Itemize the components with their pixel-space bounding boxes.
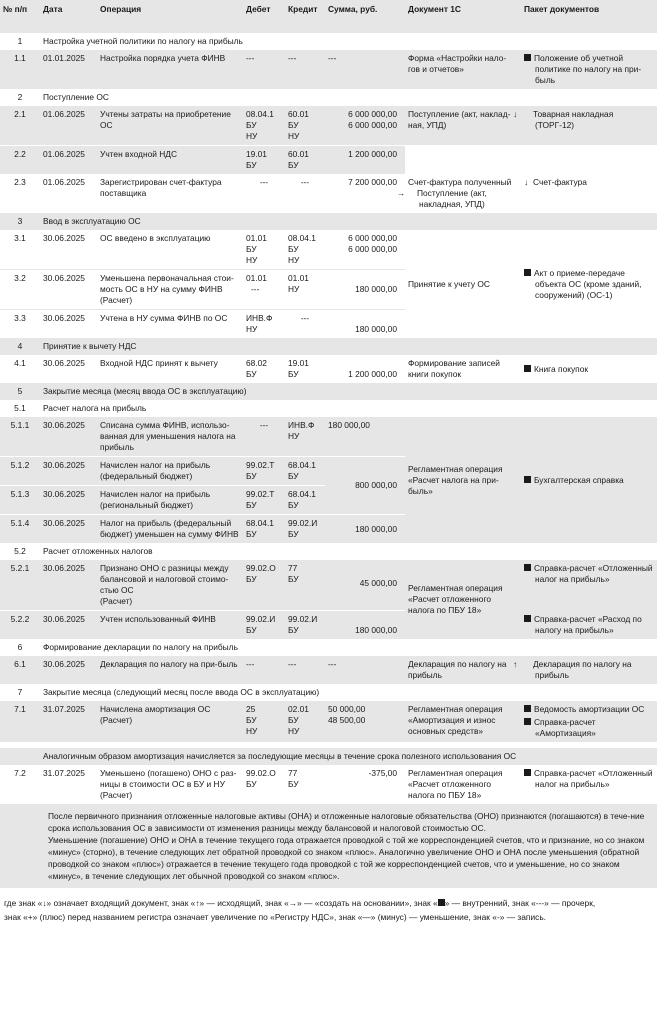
- row-sum: 6 000 000,00 6 000 000,00: [325, 106, 405, 146]
- row-credit: ---: [285, 310, 325, 339]
- row-credit: ---: [285, 174, 325, 213]
- section-num: 5.1: [0, 400, 40, 417]
- header-doc: Документ 1С: [405, 0, 521, 33]
- row-doc: Формирование записей книги покупок: [405, 355, 521, 383]
- row-num: 3.3: [0, 310, 40, 339]
- section-title: Ввод в эксплуатацию ОС: [40, 213, 657, 230]
- row-credit: 60.01 БУ НУ: [285, 106, 325, 146]
- row-operation: Учтены затраты на приобретение ОС: [97, 106, 243, 146]
- row-date: 30.06.2025: [40, 611, 97, 640]
- row-doc: Регламентная операция «Расчет отложенного налога по ПБУ 18»: [405, 765, 521, 804]
- row-package: Справка-расчет «Отложенный налог на прибыль»: [521, 560, 657, 611]
- incoming-doc-icon: ↓: [524, 177, 529, 187]
- section-title: Закрытие месяца (месяц ввода ОС в эксплуатацию): [40, 383, 657, 400]
- section-title: Настройка учетной политики по налогу на прибыль: [40, 33, 657, 50]
- row-num: 7.2: [0, 765, 40, 804]
- row-operation: Учтена в НУ сумма ФИНВ по ОС: [97, 310, 243, 339]
- row-credit: 99.02.И БУ: [285, 611, 325, 640]
- table-row: [0, 355, 657, 383]
- row-date: 01.01.2025: [40, 50, 97, 89]
- row-date: 01.06.2025: [40, 146, 97, 175]
- row-num: 2.3: [0, 174, 40, 213]
- row-date: 30.06.2025: [40, 417, 97, 457]
- internal-doc-icon: [524, 718, 531, 725]
- row-credit: 60.01 БУ: [285, 146, 325, 175]
- section-num: 5: [0, 383, 40, 400]
- row-operation: Уменьшено (погашено) ОНО с раз-ницы в стоимости ОС в БУ и НУ (Расчет): [97, 765, 243, 804]
- row-doc: Регламентная операция «Амортизация и износ основных средств»: [405, 701, 521, 742]
- row-operation: Декларация по налогу на при-быль: [97, 656, 243, 684]
- row-sum: ---: [325, 50, 405, 89]
- row-operation: Начислена амортизация ОС (Расчет): [97, 701, 243, 742]
- row-num: 3.1: [0, 230, 40, 270]
- section-num: 4: [0, 338, 40, 355]
- row-date: 30.06.2025: [40, 457, 97, 486]
- section-num: 1: [0, 33, 40, 50]
- explanation-row: [0, 804, 657, 888]
- row-credit: 68.04.1 БУ: [285, 486, 325, 515]
- row-num: 1.1: [0, 50, 40, 89]
- explanation-note: [0, 804, 657, 888]
- header-debit: Дебет: [243, 0, 285, 33]
- legend-line: где знак «↓» означает входящий документ, знак «↑» — исходящий, знак «→» — «создать на основании», знак « » — внутренний, знак «---» — прочерк,: [4, 898, 596, 908]
- row-num: 3.2: [0, 270, 40, 310]
- row-package: Справка-расчет «Отложенный налог на прибыль»: [521, 765, 657, 804]
- table-row: [0, 560, 657, 611]
- row-date: 30.06.2025: [40, 656, 97, 684]
- internal-doc-icon: [524, 54, 531, 61]
- section-row: [0, 338, 657, 355]
- row-doc: Принятие к учету ОС: [405, 230, 521, 338]
- row-sum: 180 000,00: [325, 417, 405, 457]
- table-row: [0, 701, 657, 742]
- row-operation: Учтен входной НДС: [97, 146, 243, 175]
- row-date: 30.06.2025: [40, 355, 97, 383]
- row-package: Книга покупок: [521, 355, 657, 383]
- row-operation: Списана сумма ФИНВ, использо-ванная для уменьшения налога на прибыль: [97, 417, 243, 457]
- row-operation: Учтен использованный ФИНВ: [97, 611, 243, 640]
- row-package: Бухгалтерская справка: [521, 417, 657, 543]
- table-row: [0, 230, 657, 270]
- row-date: 31.07.2025: [40, 765, 97, 804]
- section-row: [0, 639, 657, 656]
- row-credit: 02.01 БУ НУ: [285, 701, 325, 742]
- header-operation: Операция: [97, 0, 243, 33]
- row-debit: 19.01 БУ: [243, 146, 285, 175]
- row-package: Ведомость амортизации ОС Справка-расчет «Амортизация»: [521, 701, 657, 742]
- header-package: Пакет документов: [521, 0, 657, 33]
- internal-doc-icon: [524, 365, 531, 372]
- section-title: Расчет отложенных налогов: [40, 543, 657, 560]
- row-num: 5.1.4: [0, 515, 40, 544]
- row-doc: Регламентная операция «Расчет отложенного налога по ПБУ 18»: [405, 560, 521, 639]
- row-operation: Входной НДС принят к вычету: [97, 355, 243, 383]
- row-date: 30.06.2025: [40, 230, 97, 270]
- row-operation: Уменьшена первоначальная стои-мость ОС в НУ на сумму ФИНВ (Расчет): [97, 270, 243, 310]
- row-debit: 68.04.1 БУ: [243, 515, 285, 544]
- section-num: 2: [0, 89, 40, 106]
- internal-doc-icon: [524, 564, 531, 571]
- note-row: [0, 748, 657, 765]
- section-num: 7: [0, 684, 40, 701]
- row-debit: 99.02.О БУ: [243, 765, 285, 804]
- row-sum: 800 000,00: [325, 457, 405, 515]
- internal-doc-icon: [438, 899, 445, 906]
- row-credit: 19.01 БУ: [285, 355, 325, 383]
- header-credit: Кредит: [285, 0, 325, 33]
- section-title: Принятие к вычету НДС: [40, 338, 657, 355]
- package-label: Положение об учетной политике по налогу на при-быль: [534, 53, 642, 85]
- row-package: Акт о приеме-передаче объекта ОС (кроме зданий, сооружений) (ОС-1): [521, 230, 657, 338]
- subsection-row: [0, 543, 657, 560]
- table-row: [0, 50, 657, 89]
- row-debit: ---: [243, 174, 285, 213]
- subsection-row: [0, 400, 657, 417]
- row-operation: Настройка порядка учета ФИНВ: [97, 50, 243, 89]
- row-date: 30.06.2025: [40, 560, 97, 611]
- row-credit: 68.04.1 БУ: [285, 457, 325, 486]
- row-date: 01.06.2025: [40, 174, 97, 213]
- row-date: 31.07.2025: [40, 701, 97, 742]
- row-debit: ИНВ.Ф НУ: [243, 310, 285, 339]
- row-sum: 180 000,00: [325, 611, 405, 640]
- row-operation: Начислен налог на прибыль (региональный бюджет): [97, 486, 243, 515]
- row-doc: Декларация по налогу на прибыль: [405, 656, 521, 684]
- row-credit: ---: [285, 656, 325, 684]
- table-row: [0, 146, 657, 175]
- table-row: [0, 611, 657, 640]
- section-title: Расчет налога на прибыль: [40, 400, 657, 417]
- internal-doc-icon: [524, 476, 531, 483]
- internal-doc-icon: [524, 269, 531, 276]
- table-row: [0, 656, 657, 684]
- row-package: ↓ Счет-фактура: [521, 174, 657, 213]
- row-num: 6.1: [0, 656, 40, 684]
- row-package: [521, 50, 657, 89]
- row-package: ↓ Товарная накладная (ТОРГ-12): [521, 106, 657, 146]
- row-credit: 77 БУ: [285, 765, 325, 804]
- create-based-icon: →: [397, 188, 406, 198]
- row-operation: Зарегистрирован счет-фактура поставщика: [97, 174, 243, 213]
- table-row: [0, 417, 657, 457]
- row-debit: ---: [243, 417, 285, 457]
- row-sum: 6 000 000,00 6 000 000,00: [325, 230, 405, 270]
- row-num: 5.1.2: [0, 457, 40, 486]
- row-sum: 180 000,00: [325, 270, 405, 310]
- outgoing-doc-icon: ↑: [513, 659, 518, 669]
- row-num: 2.2: [0, 146, 40, 175]
- row-sum: 1 200 000,00: [325, 355, 405, 383]
- section-row: [0, 33, 657, 50]
- row-sum: 180 000,00: [325, 515, 405, 544]
- row-package: [521, 146, 657, 175]
- row-date: 30.06.2025: [40, 310, 97, 339]
- row-num: 5.1.3: [0, 486, 40, 515]
- incoming-doc-icon: ↓: [513, 109, 518, 119]
- row-sum: 50 000,00 48 500,00: [325, 701, 405, 742]
- section-row: [0, 213, 657, 230]
- row-date: 30.06.2025: [40, 486, 97, 515]
- row-credit: ---: [285, 50, 325, 89]
- row-sum: -375,00: [325, 765, 405, 804]
- legend: [0, 888, 657, 924]
- row-debit: ---: [243, 50, 285, 89]
- row-package: ↑ Декларация по налогу на прибыль: [521, 656, 657, 684]
- row-debit: 25 БУ НУ: [243, 701, 285, 742]
- section-row: [0, 89, 657, 106]
- header-num: № п/п: [0, 0, 40, 33]
- row-debit: 99.02.О БУ: [243, 560, 285, 611]
- row-credit: ИНВ.Ф НУ: [285, 417, 325, 457]
- section-num: 5.2: [0, 543, 40, 560]
- row-doc: Счет-фактура полученный → Поступление (акт, накладная, УПД): [405, 174, 521, 213]
- table-row: [0, 174, 657, 213]
- table-row: [0, 765, 657, 804]
- row-operation: ОС введено в эксплуатацию: [97, 230, 243, 270]
- row-package: Справка-расчет «Расход по налогу на прибыль»: [521, 611, 657, 640]
- row-doc: Регламентная операция «Расчет налога на при-быль»: [405, 417, 521, 543]
- row-sum: 45 000,00: [325, 560, 405, 611]
- row-debit: 08.04.1 БУ НУ: [243, 106, 285, 146]
- note-paragraph: Уменьшение (погашение) ОНО и ОНА в течение текущего года отражается проводкой с той же корреспонденцией счетов, что и признание, но со знаком «минус» (сторно), в течение следующих лет обратной проводкой со знаком «плюс». Аналогично увеличение ОНО и ОНА после уменьшения (обратной проводкой со знаком «плюс») отражается в течение текущего года проводкой с той же корреспонденцией счетов, что и уменьшение, но со знаком «минус», в течение следующих лет обычной проводкой со знаком «плюс».: [48, 835, 645, 881]
- row-credit: 77 БУ: [285, 560, 325, 611]
- section-row: [0, 684, 657, 701]
- internal-doc-icon: [524, 705, 531, 712]
- row-debit: 99.02.И БУ: [243, 611, 285, 640]
- table-header: [0, 0, 657, 33]
- section-title: Поступление ОС: [40, 89, 657, 106]
- row-operation: Налог на прибыль (федеральный бюджет) уменьшен на сумму ФИНВ: [97, 515, 243, 544]
- internal-doc-icon: [524, 615, 531, 622]
- row-num: 7.1: [0, 701, 40, 742]
- row-credit: 08.04.1 БУ НУ: [285, 230, 325, 270]
- section-row: [0, 383, 657, 400]
- row-num: 4.1: [0, 355, 40, 383]
- row-debit: 99.02.Т БУ: [243, 486, 285, 515]
- row-debit: 01.01 ---: [243, 270, 285, 310]
- row-sum: ---: [325, 656, 405, 684]
- row-credit: 99.02.И БУ: [285, 515, 325, 544]
- section-title: Закрытие месяца (следующий месяц после ввода ОС в эксплуатацию): [40, 684, 657, 701]
- table-row: [0, 106, 657, 146]
- header-date: Дата: [40, 0, 97, 33]
- row-doc: Форма «Настройки нало-гов и отчетов»: [405, 50, 521, 89]
- internal-doc-icon: [524, 769, 531, 776]
- row-sum: 1 200 000,00: [325, 146, 405, 175]
- row-num: 2.1: [0, 106, 40, 146]
- section-title: Формирование декларации по налогу на прибыль: [40, 639, 657, 656]
- row-num: 5.1.1: [0, 417, 40, 457]
- section-num: 3: [0, 213, 40, 230]
- note-paragraph: После первичного признания отложенные налоговые активы (ОНА) и отложенные налоговые обязательства (ОНО) признаются (погашаются) в тече-ние срока использования ОС в зависимости от изменения разницы между балансовой и налоговой стоимостью ОС.: [48, 811, 645, 833]
- row-num: 5.2.2: [0, 611, 40, 640]
- row-debit: 01.01 БУ НУ: [243, 230, 285, 270]
- row-sum: 180 000,00: [325, 310, 405, 339]
- header-sum: Сумма, руб.: [325, 0, 405, 33]
- note-row-text: Аналогичным образом амортизация начисляется за последующие месяцы в течение срока полезного использования ОС: [40, 748, 657, 765]
- row-operation: Начислен налог на прибыль (федеральный бюджет): [97, 457, 243, 486]
- legend-line: знак «+» (плюс) перед названием регистра означает увеличение по «Регистру НДС», знак «—» (минус) — уменьшение, знак «-» — запись.: [4, 912, 547, 922]
- section-num: 6: [0, 639, 40, 656]
- row-date: 30.06.2025: [40, 515, 97, 544]
- row-debit: 68.02 БУ: [243, 355, 285, 383]
- row-debit: ---: [243, 656, 285, 684]
- row-num: 5.2.1: [0, 560, 40, 611]
- row-date: 30.06.2025: [40, 270, 97, 310]
- row-debit: 99.02.Т БУ: [243, 457, 285, 486]
- row-operation: Признано ОНО с разницы между балансовой и налоговой стоимо-стью ОС (Расчет): [97, 560, 243, 611]
- row-date: 01.06.2025: [40, 106, 97, 146]
- row-sum: 7 200 000,00: [325, 174, 405, 213]
- row-credit: 01.01 НУ: [285, 270, 325, 310]
- row-doc: [405, 146, 521, 175]
- row-doc: Поступление (акт, наклад-ная, УПД): [405, 106, 521, 146]
